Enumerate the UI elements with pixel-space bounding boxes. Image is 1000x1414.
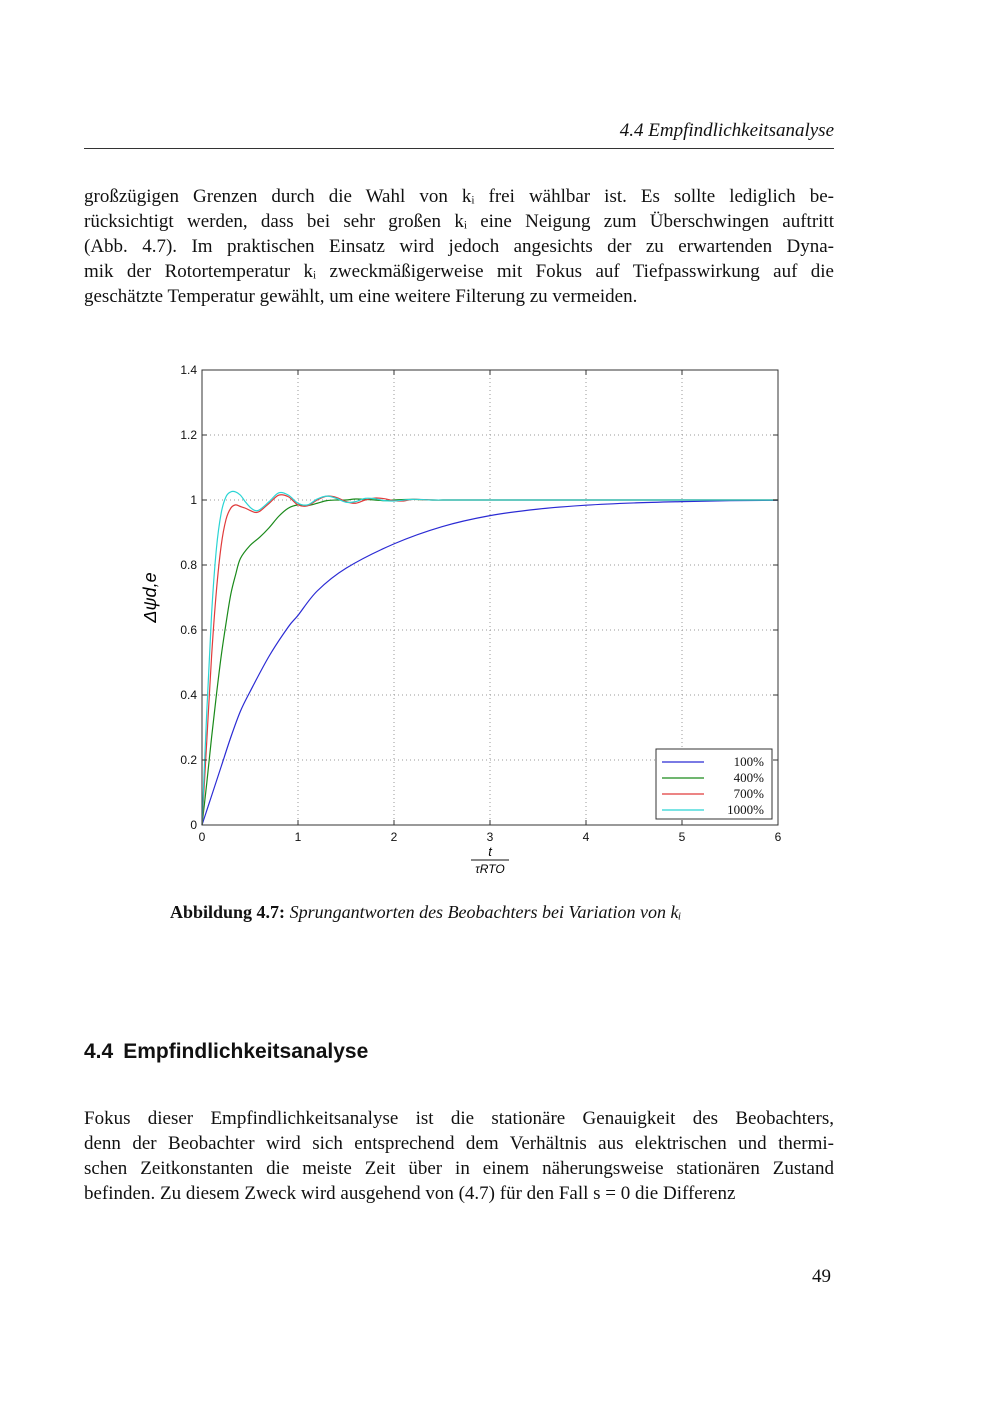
y-tick-label: 1.2 <box>180 428 197 442</box>
legend-label: 400% <box>733 770 764 785</box>
paragraph-line: (Abb. 4.7). Im praktischen Einsatz wird jedoch angesichts der zu erwartenden Dyna- <box>84 236 834 257</box>
y-tick-label: 0.2 <box>180 753 197 767</box>
paragraph-line: geschätzte Temperatur gewählt, um eine weitere Filterung zu vermeiden. <box>84 286 638 307</box>
running-title: 4.4 Empfindlichkeitsanalyse <box>619 120 834 141</box>
legend-label: 1000% <box>727 802 764 817</box>
paragraph-line: befinden. Zu diesem Zweck wird ausgehend von (4.7) für den Fall s = 0 die Differenz <box>84 1183 736 1204</box>
x-tick-label: 0 <box>198 830 206 844</box>
section-number: 4.4 <box>84 1040 114 1063</box>
step-response-chart <box>130 355 810 885</box>
y-tick-label: 0.6 <box>180 623 197 637</box>
intro-paragraph <box>84 184 834 309</box>
body-paragraph <box>84 1106 834 1206</box>
x-axis-label <box>471 844 509 876</box>
figure-caption-label: Abbildung 4.7: <box>170 902 286 922</box>
section-title: Empfindlichkeitsanalyse <box>123 1040 369 1063</box>
section-heading <box>84 1040 378 1064</box>
y-tick-label: 1.4 <box>180 363 197 377</box>
x-axis-label-denominator: τRTO <box>475 862 505 876</box>
y-tick-label: 0.8 <box>180 558 197 572</box>
paragraph-line: großzügigen Grenzen durch die Wahl von kᵢ frei wählbar ist. Es sollte lediglich be- <box>84 186 834 207</box>
figure-caption <box>170 902 681 923</box>
paragraph-line: rücksichtigt werden, dass bei sehr großen kᵢ eine Neigung zum Überschwingen auftritt <box>84 211 834 232</box>
chart-legend <box>656 749 772 819</box>
x-tick-label: 5 <box>678 830 686 844</box>
y-tick-label: 0 <box>190 818 197 832</box>
legend-label: 100% <box>733 754 764 769</box>
x-axis-label-numerator: t <box>488 844 492 859</box>
x-tick-label: 2 <box>390 830 398 844</box>
y-tick-label: 0.4 <box>180 688 197 702</box>
paragraph-line: mik der Rotortemperatur kᵢ zweckmäßigerweise mit Fokus auf Tiefpasswirkung auf die <box>84 261 834 282</box>
paragraph-line: schen Zeitkonstanten die meiste Zeit über in einem näherungsweise stationären Zustand <box>84 1158 834 1179</box>
legend-label: 700% <box>733 786 764 801</box>
figure-caption-text: Sprungantworten des Beobachters bei Variation von kᵢ <box>289 902 682 922</box>
y-axis-label: Δψd,e <box>140 572 160 623</box>
y-tick-label: 1 <box>190 493 197 507</box>
paragraph-line: denn der Beobachter wird sich entsprechend dem Verhältnis aus elektrischen und thermi- <box>84 1133 834 1154</box>
x-tick-label: 1 <box>294 830 302 844</box>
page-number: 49 <box>812 1266 831 1287</box>
running-header <box>84 118 834 149</box>
x-tick-label: 4 <box>582 830 590 844</box>
x-tick-label: 3 <box>486 830 494 844</box>
paragraph-line: Fokus dieser Empfindlichkeitsanalyse ist die stationäre Genauigkeit des Beobachters, <box>84 1108 834 1129</box>
x-tick-label: 6 <box>774 830 782 844</box>
